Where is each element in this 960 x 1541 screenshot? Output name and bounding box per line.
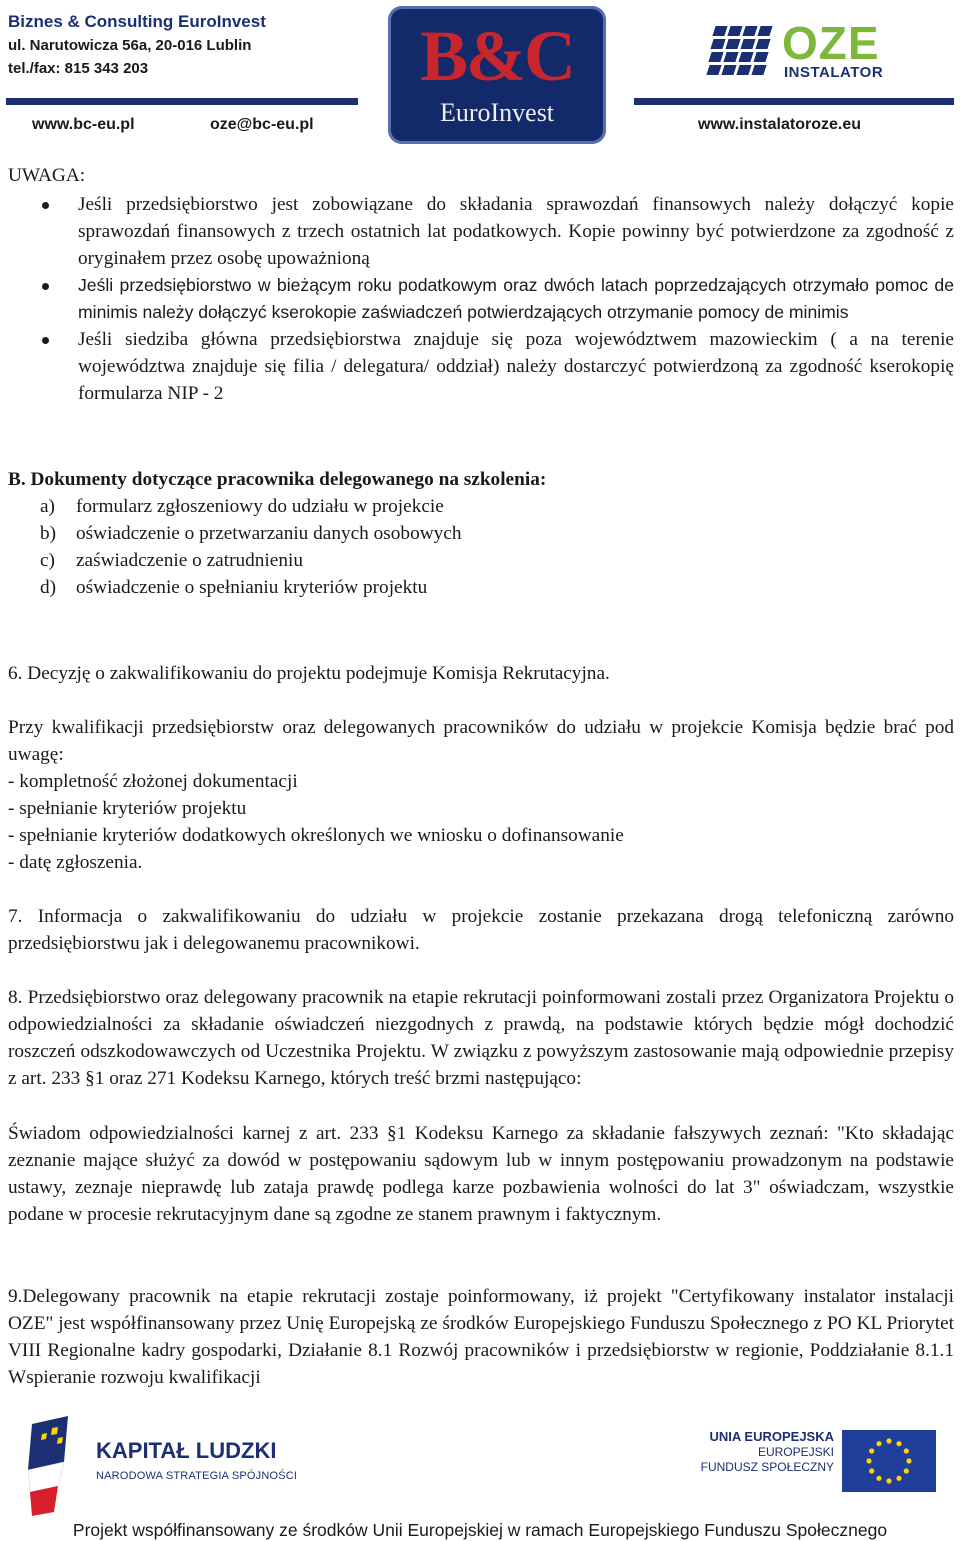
oze-logo-sub: INSTALATOR (784, 64, 884, 81)
eu-line-1: UNIA EUROPEJSKA (709, 1429, 834, 1444)
point-7: 7. Informacja o zakwalifikowaniu do udziału w projekcie zostanie przekazana drogą telefoniczną zarówno przedsiębiorstwu jak i delegowanemu pracownikowi. (8, 906, 954, 954)
point-9: 9.Delegowany pracownik na etapie rekrutacji zostaje poinformowany, iż projekt "Certyfikowany instalator instalacji OZE" jest współfinansowany przez Unię Europejską ze środków Europejskiego Funduszu Społecznego z PO KL Priorytet VIII Regionalne kadry gospodarki, Działanie 8.1 Rozwój pracowników i przedsiębiorstw w regionie, Poddziałanie 8.1.1 Wspieranie rozwoju kwalifikacji (8, 1286, 954, 1388)
list-letter: c) (40, 550, 55, 571)
qualification-item: - spełnianie kryteriów dodatkowych określonych we wniosku o dofinansowanie (8, 825, 624, 846)
list-text: formularz zgłoszeniowy do udziału w projekcie (76, 496, 444, 517)
list-text: oświadczenie o spełnianiu kryteriów projektu (76, 577, 428, 598)
section-b-title: B. Dokumenty dotyczące pracownika delegowanego na szkolenia: (8, 469, 547, 490)
bullet-text: Jeśli przedsiębiorstwo w bieżącym roku podatkowym oraz dwóch latach poprzedzających otrzymało pomoc de minimis należy dołączyć kserokopie zaświadczeń potwierdzających otrzymanie pomocy de minimis (78, 275, 954, 322)
website-link-left[interactable]: www.bc-eu.pl (32, 116, 135, 133)
kapital-ludzki-logo (28, 1416, 348, 1516)
website-link-right[interactable]: www.instalatoroze.eu (698, 116, 861, 133)
eu-line-2: EUROPEJSKI (757, 1445, 834, 1459)
section-b-list (8, 493, 461, 601)
bc-euroinvest-logo (388, 6, 606, 144)
point-8: 8. Przedsiębiorstwo oraz delegowany pracownik na etapie rekrutacji poinformowani zostali przez Organizatora Projektu o odpowiedzialności za składanie oświadczeń niezgodnych z prawdą, na podstawie których będzie mógł dochodzić roszczeń odszkodowawczych od Uczestnika Projektu. W związku z powyższym zastosowanie mają odpowiednie przepisy z art. 233 §1 oraz 271 Kodeksu Karnego, których treść brzmi następująco: (8, 987, 954, 1089)
kapital-ludzki-subtitle: NARODOWA STRATEGIA SPÓJNOŚCI (96, 1470, 298, 1482)
footer-cofinancing-note: Projekt współfinansowany ze środków Unii Europejskiej w ramach Europejskiego Funduszu Społecznego (72, 1520, 888, 1540)
list-letter: b) (40, 523, 57, 544)
list-text: oświadczenie o przetwarzaniu danych osobowych (76, 523, 462, 544)
header-divider-right (634, 98, 954, 105)
bullet-text: Jeśli siedziba główna przedsiębiorstwa znajduje się poza województwem mazowieckim ( a na terenie województwa znajduje się filia / delegatura/ oddział) należy dostarczyć potwierdzoną za zgodność kserokopię formularza NIP - 2 (78, 329, 954, 404)
oze-instalator-logo (708, 17, 956, 82)
company-info (8, 10, 358, 80)
header-divider-left (6, 98, 358, 105)
bullet-icon (42, 283, 49, 290)
bc-logo-main: B&C (420, 16, 574, 96)
footer (0, 1408, 960, 1541)
bullet-icon (42, 202, 49, 209)
qualification-item: - spełnianie kryteriów projektu (8, 798, 247, 819)
solar-panel-icon (708, 26, 774, 76)
email-link[interactable]: oze@bc-eu.pl (210, 116, 314, 133)
list-item (8, 574, 461, 601)
company-phone: tel./fax: 815 343 203 (8, 60, 149, 77)
list-item (8, 547, 461, 574)
bullet-item (8, 191, 954, 272)
list-text: zaświadczenie o zatrudnieniu (76, 550, 303, 571)
bullet-text: Jeśli przedsiębiorstwo jest zobowiązane do składania sprawozdań finansowych należy dołączyć kopie sprawozdań finansowych z trzech ostatnich lat podatkowych. Kopie powinny być potwierdzone za zgodność z oryginałem przez osobę upoważnioną (78, 194, 954, 269)
eu-fund-logo (700, 1428, 940, 1498)
list-item (8, 493, 461, 520)
eu-fund-text (700, 1428, 834, 1475)
bullet-item (8, 272, 954, 326)
qualification-intro: Przy kwalifikacji przedsiębiorstw oraz delegowanych pracowników do udziału w projekcie Komisja będzie brać pod uwagę: (8, 717, 954, 765)
eu-flag-icon (842, 1430, 936, 1492)
list-letter: d) (40, 577, 57, 598)
list-item (8, 520, 461, 547)
eu-line-3: FUNDUSZ SPOŁECZNY (700, 1460, 834, 1474)
company-name: Biznes & Consulting EuroInvest (8, 12, 266, 31)
kapital-ludzki-title: KAPITAŁ LUDZKI (96, 1438, 277, 1463)
bullet-item (8, 326, 954, 407)
qualification-item: - kompletność złożonej dokumentacji (8, 771, 298, 792)
point-6: 6. Decyzję o zakwalifikowaniu do projektu podejmuje Komisja Rekrutacyjna. (8, 663, 610, 684)
kapital-ludzki-flag-icon (28, 1416, 90, 1516)
uwaga-bullet-list (8, 191, 954, 407)
bullet-icon (42, 337, 49, 344)
company-address: ul. Narutowicza 56a, 20-016 Lublin (8, 37, 252, 54)
qualification-item: - datę zgłoszenia. (8, 852, 143, 873)
uwaga-label: UWAGA: (8, 165, 86, 186)
bc-logo-sub: EuroInvest (439, 98, 555, 127)
list-letter: a) (40, 496, 55, 517)
point-8-declaration: Świadom odpowiedzialności karnej z art. 233 §1 Kodeksu Karnego za składanie fałszywych zeznań: "Kto składając zeznanie mające służyć za dowód w postępowaniu sądowym lub w innym postępowaniu prowadzonym na podstawie ustawy, zeznaje nieprawdę lub zataja prawdę podlega karze pozbawienia wolności do lat 3" oświadczam, wszystkie podane w procesie rekrutacyjnym dane są zgodne ze stanem prawnym i faktycznym. (8, 1123, 954, 1225)
oze-logo-main: OZE (782, 17, 880, 69)
letterhead (0, 0, 960, 150)
